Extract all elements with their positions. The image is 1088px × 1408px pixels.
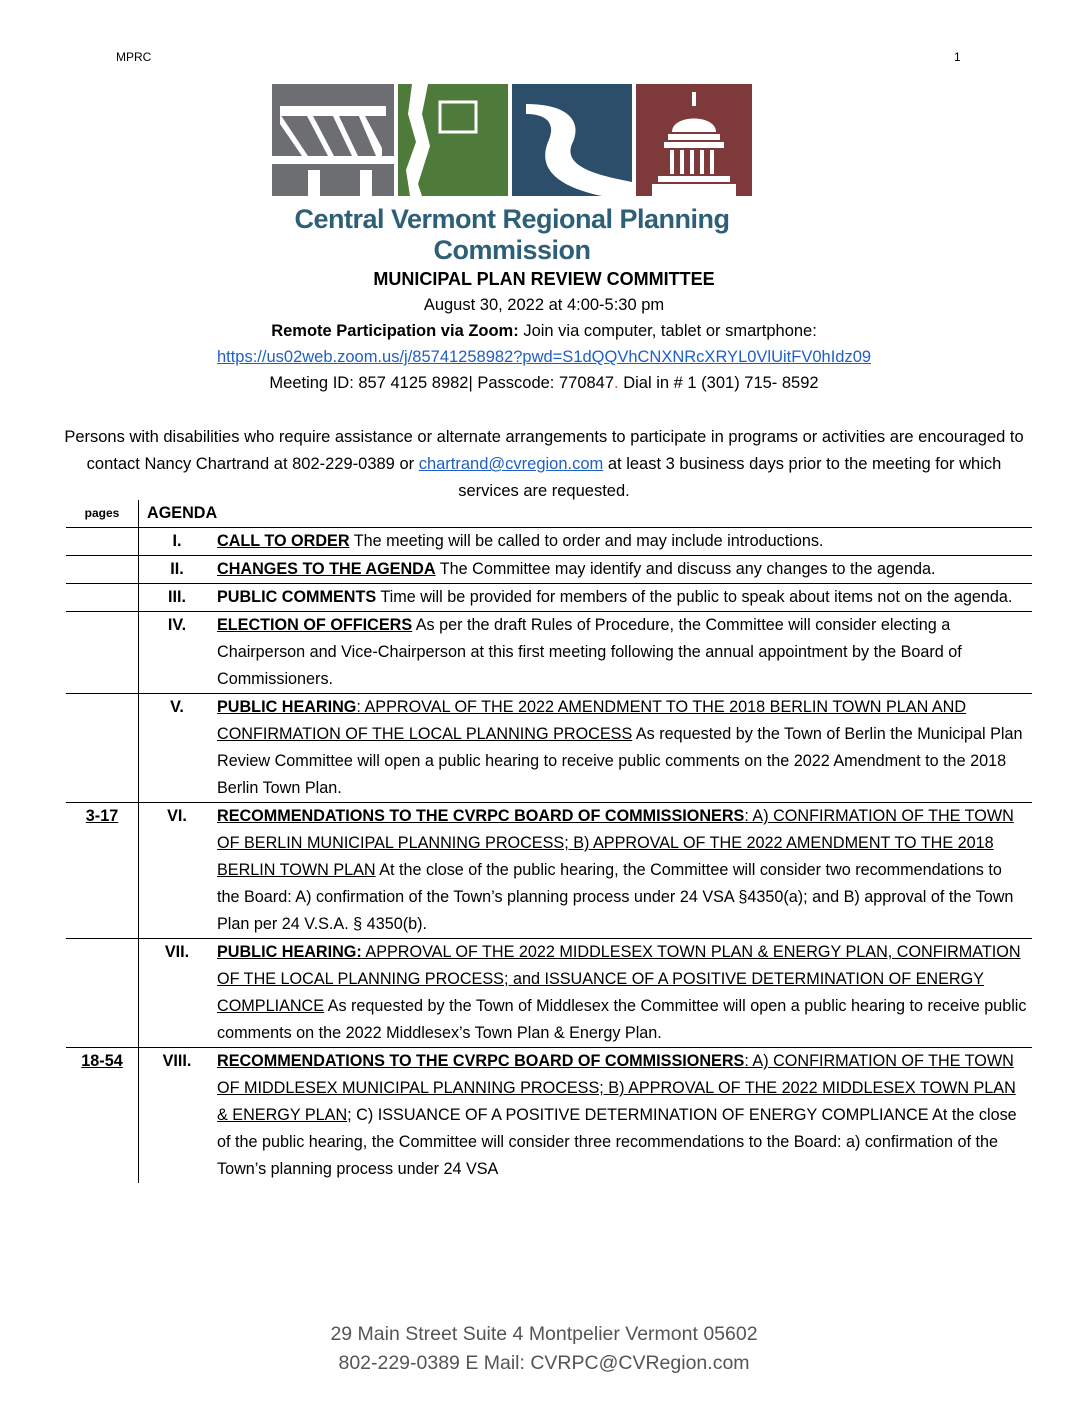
agenda-body: As requested by the Town of Berlin the Municipal Plan Review Committee will open a public hearing to receive public comments on the 2022 Amendment to the 2018 Berlin Town Plan. xyxy=(217,725,1023,797)
remote-participation xyxy=(40,318,1048,344)
agenda-header: AGENDA xyxy=(139,500,1033,528)
agenda-pages xyxy=(66,612,139,694)
agenda-number: III. xyxy=(139,584,210,612)
agenda-title: CALL TO ORDER xyxy=(217,532,350,550)
agenda-pages xyxy=(66,584,139,612)
agenda-table xyxy=(66,500,1032,1183)
zoom-link[interactable]: https://us02web.zoom.us/j/85741258982?pwd=S1dQQVhCNXNRcXRYL0VlUitFV0hIdz09 xyxy=(216,348,872,366)
agenda-subtitle: : APPROVAL OF THE 2022 AMENDMENT TO THE 2018 BERLIN TOWN PLAN AND CONFIRMATION OF THE LOCAL PLANNING PROCESS xyxy=(217,698,967,743)
meeting-datetime: August 30, 2022 at 4:00-5:30 pm xyxy=(423,296,665,314)
agenda-body: ; C) ISSUANCE OF A POSITIVE DETERMINATION OF ENERGY COMPLIANCE At the close of the public hearing, the Committee will consider three recommendations to the Board: a) confirmation of the Town’s planning process under 24 VSA xyxy=(217,1106,1017,1178)
agenda-text xyxy=(209,803,1032,939)
page-footer xyxy=(180,1320,908,1378)
agenda-number: VIII. xyxy=(162,1052,192,1070)
dial-info-phone: Dial in # 1 (301) 715- 8592 xyxy=(618,374,819,392)
agenda-body: The meeting will be called to order and may include introductions. xyxy=(349,532,824,550)
agenda-subtitle: APPROVAL OF THE 2022 MIDDLESEX TOWN PLAN & ENERGY PLAN, CONFIRMATION OF THE LOCAL PLANNING PROCESS; and ISSUANCE OF A POSITIVE DETERMINATION OF ENERGY COMPLIANCE xyxy=(217,943,1021,1015)
dial-info-id: Meeting ID: 857 4125 8982| Passcode: 770847 xyxy=(269,374,615,392)
agenda-pages xyxy=(66,528,139,556)
agenda-header-row xyxy=(66,500,1032,528)
page-number: 1 xyxy=(954,50,961,64)
agenda-item xyxy=(66,1048,1032,1184)
agenda-item xyxy=(66,584,1032,612)
org-name: Central Vermont Regional Planning Commission xyxy=(294,204,730,265)
notice-text-a: Persons with disabilities who require assistance or alternate arrangements to participate in programs or activities are encouraged to contact Nancy Chartrand at 802-229-0389 or xyxy=(64,428,1024,473)
remote-label: Remote Participation via Zoom: xyxy=(271,322,519,340)
agenda-text xyxy=(209,694,1032,803)
agenda-pages-link[interactable]: 3-17 xyxy=(85,807,119,825)
agenda-text xyxy=(209,1048,1032,1184)
agenda-title: CHANGES TO THE AGENDA xyxy=(217,560,436,578)
agenda-title: RECOMMENDATIONS TO THE CVRPC BOARD OF COMMISSIONERS xyxy=(217,807,745,825)
contact-email-link[interactable]: chartrand@cvregion.com xyxy=(418,455,604,473)
agenda-title: PUBLIC HEARING xyxy=(217,698,357,716)
agenda-number: IV. xyxy=(139,612,210,694)
page-header-left: MPRC xyxy=(116,50,152,64)
agenda-pages xyxy=(66,694,139,803)
agenda-text xyxy=(209,612,1032,694)
agenda-pages xyxy=(66,803,139,939)
agenda-title: RECOMMENDATIONS TO THE CVRPC BOARD OF COMMISSIONERS xyxy=(217,1052,745,1070)
agenda-item xyxy=(66,612,1032,694)
agenda-text xyxy=(209,939,1032,1048)
agenda-title: PUBLIC HEARING: xyxy=(217,943,362,961)
dial-info-dot: . xyxy=(614,374,619,392)
agenda-pages-link[interactable]: 18-54 xyxy=(81,1052,123,1070)
agenda-body: As requested by the Town of Middlesex the Committee will open a public hearing to receive public comments on the 2022 Middlesex’s Town Plan & Energy Plan. xyxy=(217,997,1027,1042)
pages-header: pages xyxy=(66,500,139,528)
agenda-item xyxy=(66,528,1032,556)
agenda-pages xyxy=(66,1048,139,1184)
agenda-body: The Committee may identify and discuss any changes to the agenda. xyxy=(435,560,936,578)
accessibility-notice xyxy=(60,424,1028,505)
agenda-pages xyxy=(66,556,139,584)
agenda-number: VI. xyxy=(139,803,210,939)
agenda-subtitle: : A) CONFIRMATION OF THE TOWN OF BERLIN MUNICIPAL PLANNING PROCESS; B) APPROVAL OF THE 2022 AMENDMENT TO THE 2018 BERLIN TOWN PLAN xyxy=(217,807,1014,879)
agenda-text xyxy=(209,528,1032,556)
dial-info xyxy=(40,370,1048,396)
agenda-number: II. xyxy=(139,556,210,584)
agenda-pages xyxy=(66,939,139,1048)
agenda-subtitle: : A) CONFIRMATION OF THE TOWN OF MIDDLESEX MUNICIPAL PLANNING PROCESS; B) APPROVAL OF THE 2022 MIDDLESEX TOWN PLAN & ENERGY PLAN xyxy=(217,1052,1016,1124)
agenda-item xyxy=(66,694,1032,803)
agenda-text xyxy=(209,556,1032,584)
agenda-text xyxy=(209,584,1032,612)
agenda-body: At the close of the public hearing, the Committee will consider two recommendations to the Board: A) confirmation of the Town’s planning process under 24 VSA §4350(a); and B) approval of the Town Plan per 24 V.S.A. § 4350(b). xyxy=(217,861,1014,933)
agenda-body: As per the draft Rules of Procedure, the Committee will consider electing a Chairperson and Vice-Chairperson at this first meeting following the annual appointment by the Board of Commissioners. xyxy=(217,616,962,688)
remote-text: Join via computer, tablet or smartphone: xyxy=(518,322,817,340)
page-title: MUNICIPAL PLAN REVIEW COMMITTEE xyxy=(373,269,715,289)
footer-address: 29 Main Street Suite 4 Montpelier Vermont 05602 xyxy=(330,1323,758,1345)
agenda-number: I. xyxy=(139,528,210,556)
agenda-item xyxy=(66,803,1032,939)
cvrpc-logo xyxy=(272,84,752,196)
agenda-title: ELECTION OF OFFICERS xyxy=(217,616,413,634)
zoom-link-line xyxy=(40,344,1048,370)
agenda-body: Time will be provided for members of the public to speak about items not on the agenda. xyxy=(376,588,1013,606)
agenda-title: PUBLIC COMMENTS xyxy=(217,588,377,606)
agenda-item xyxy=(66,939,1032,1048)
agenda-number: VII. xyxy=(139,939,210,1048)
agenda-number: V. xyxy=(139,694,210,803)
footer-contact: 802-229-0389 E Mail: CVRPC@CVRegion.com xyxy=(338,1352,750,1374)
agenda-item xyxy=(66,556,1032,584)
notice-text-b: at least 3 business days prior to the meeting for which services are requested. xyxy=(458,455,1002,500)
